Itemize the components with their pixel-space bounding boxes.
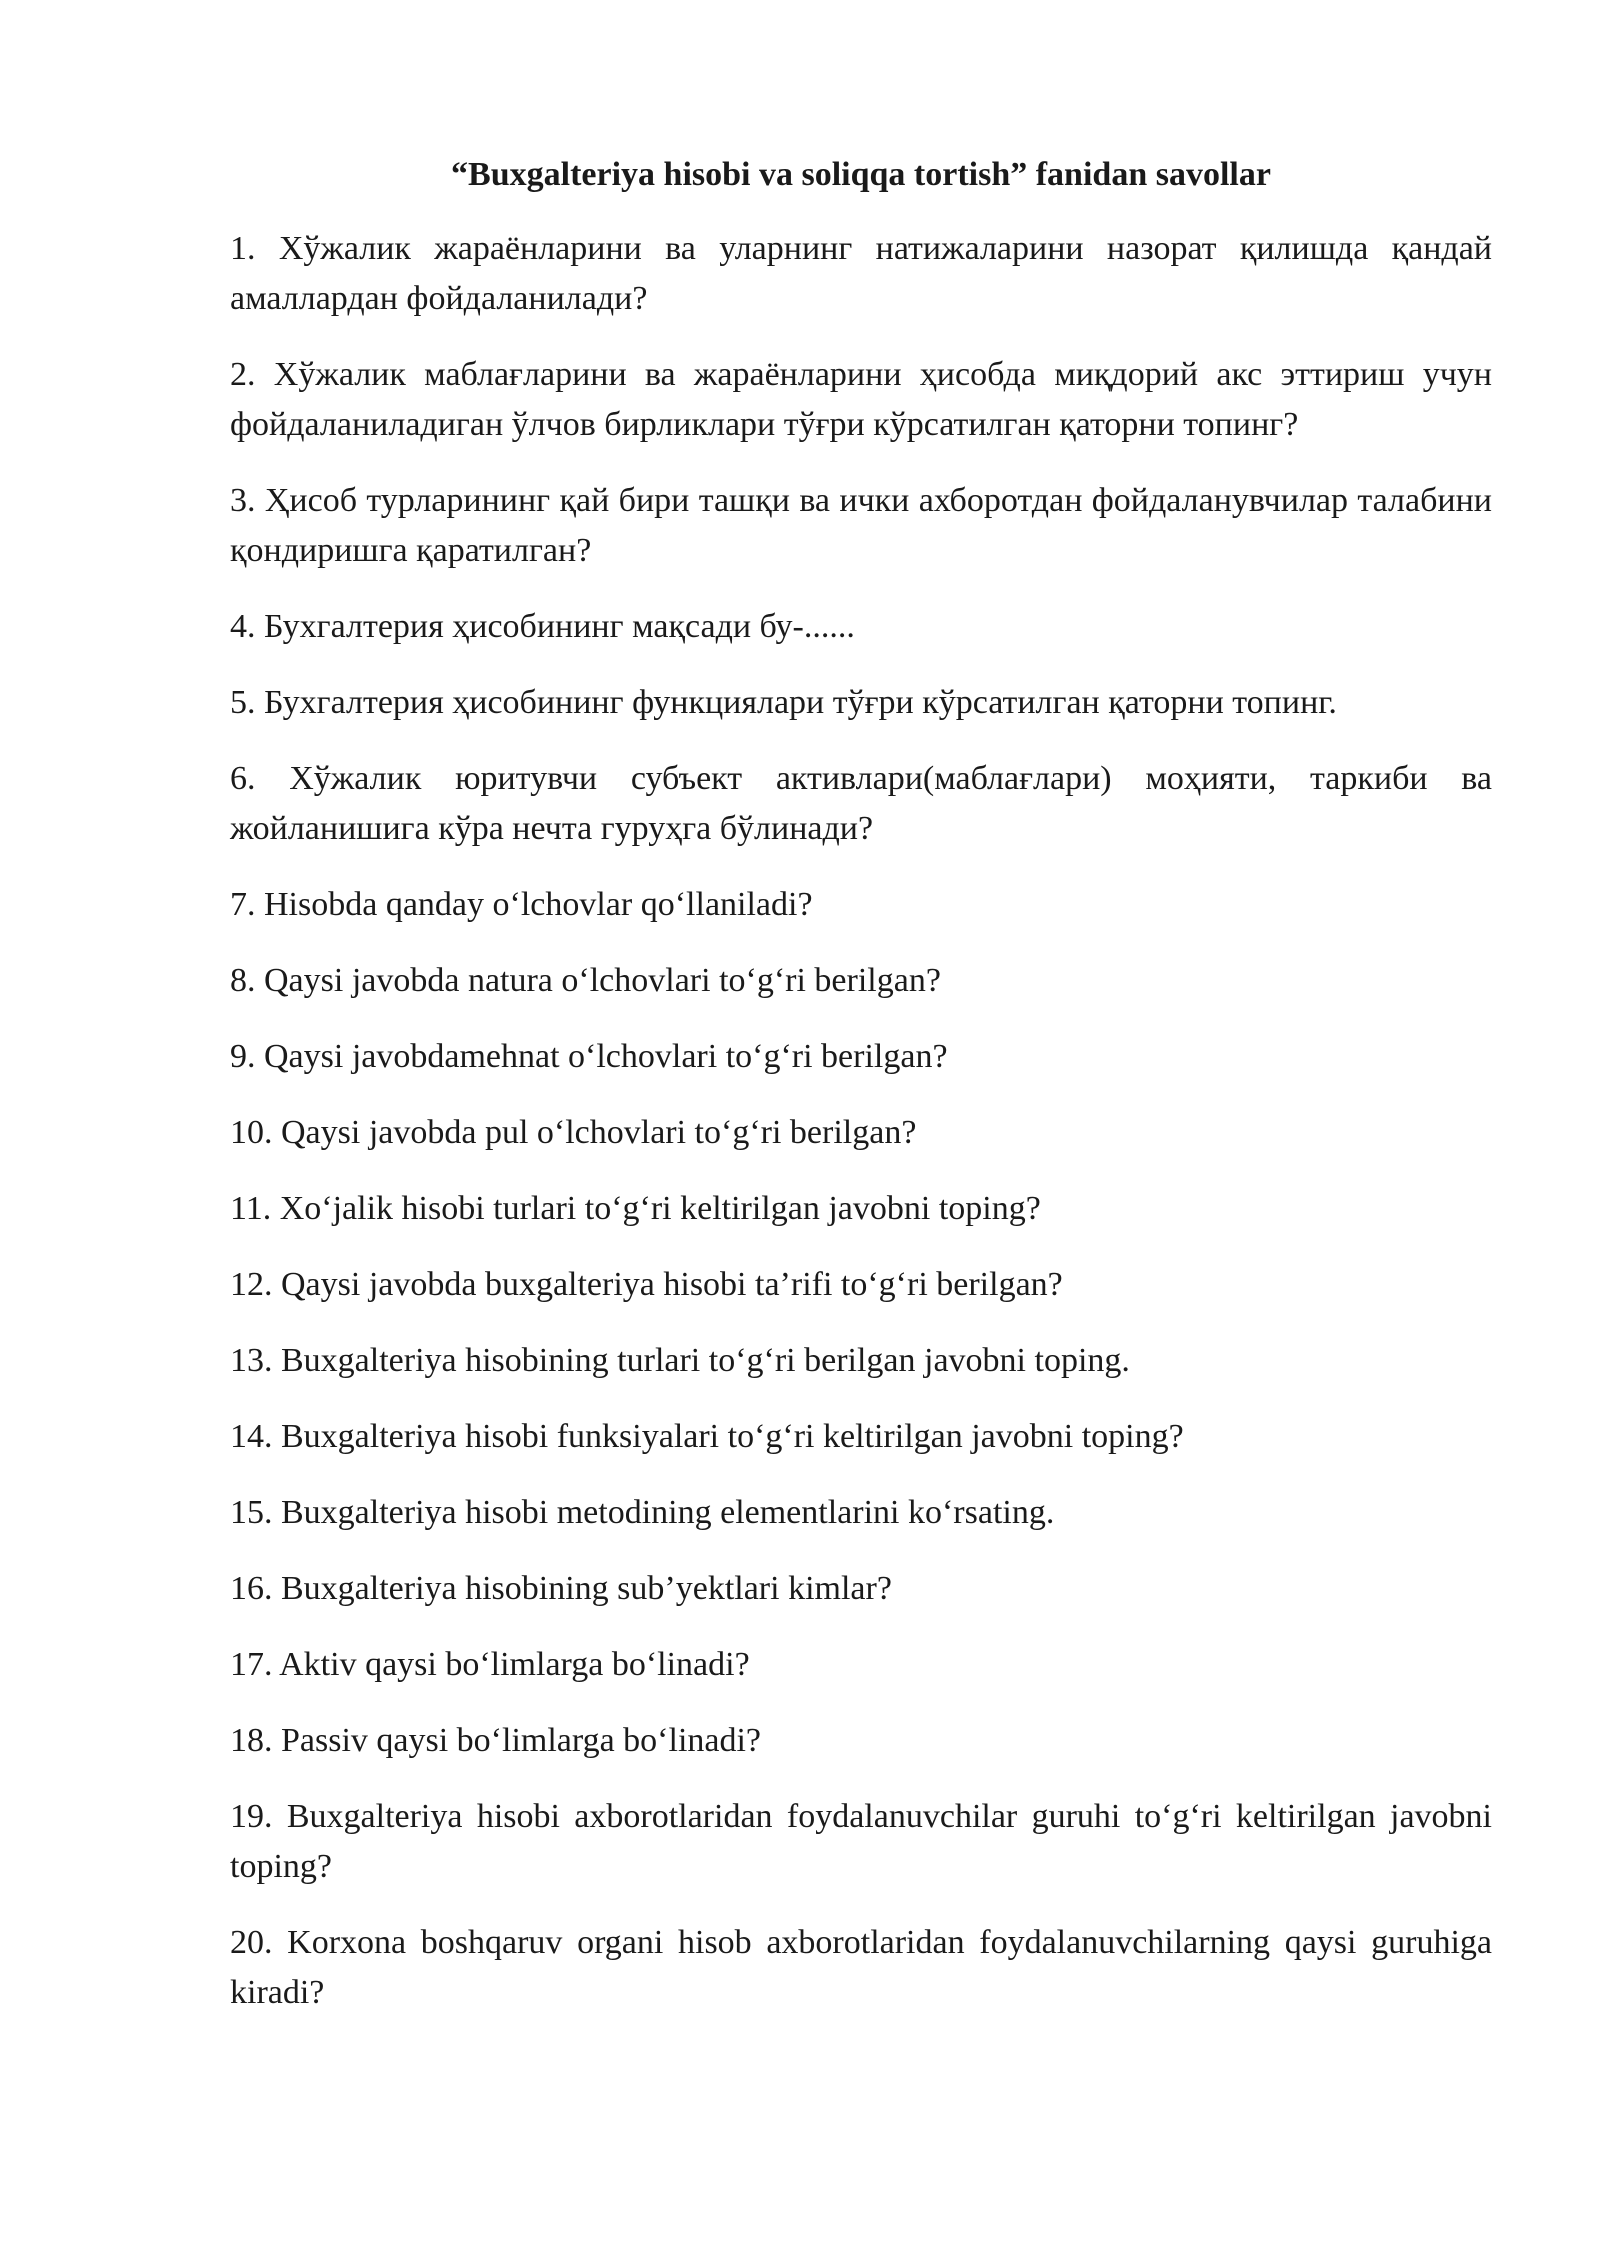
question-item: 20. Korxona boshqaruv organi hisob axborotlaridan foydalanuvchilarning qaysi guruhiga kiradi? (230, 1924, 1492, 2011)
question-item: 16. Buxgalteriya hisobining sub’yektlari kimlar? (230, 1570, 892, 1607)
question-item: 7. Hisobda qanday o‘lchovlar qo‘llaniladi? (230, 886, 813, 923)
question-item: 11. Xo‘jalik hisobi turlari to‘g‘ri keltirilgan javobni toping? (230, 1190, 1041, 1227)
question-item: 1. Хўжалик жараёнларини ва уларнинг натижаларини назорат қилишда қандай амаллардан фойдаланилади? (230, 230, 1492, 317)
question-item: 13. Buxgalteriya hisobining turlari to‘g‘ri berilgan javobni toping. (230, 1342, 1130, 1379)
question-item: 14. Buxgalteriya hisobi funksiyalari to‘g‘ri keltirilgan javobni toping? (230, 1418, 1184, 1455)
question-item: 2. Хўжалик маблағларини ва жараёнларини ҳисобда миқдорий акс эттириш учун фойдаланиладиган ўлчов бирликлари тўғри кўрсатилган қаторни топинг? (230, 356, 1492, 443)
document-content (230, 150, 1492, 2044)
question-item: 4. Бухгалтерия ҳисобининг мақсади бу-...... (230, 608, 855, 645)
question-item: 8. Qaysi javobda natura o‘lchovlari to‘g‘ri berilgan? (230, 962, 941, 999)
question-item: 5. Бухгалтерия ҳисобининг функциялари тўғри кўрсатилган қаторни топинг. (230, 684, 1337, 721)
question-item: 12. Qaysi javobda buxgalteriya hisobi ta’rifi to‘g‘ri berilgan? (230, 1266, 1063, 1303)
question-item: 19. Buxgalteriya hisobi axborotlaridan foydalanuvchilar guruhi to‘g‘ri keltirilgan javobni toping? (230, 1798, 1492, 1885)
question-item: 17. Aktiv qaysi bo‘limlarga bo‘linadi? (230, 1646, 750, 1683)
question-item: 9. Qaysi javobdamehnat o‘lchovlari to‘g‘ri berilgan? (230, 1038, 948, 1075)
question-item: 10. Qaysi javobda pul o‘lchovlari to‘g‘ri berilgan? (230, 1114, 917, 1151)
question-item: 15. Buxgalteriya hisobi metodining elementlarini ko‘rsating. (230, 1494, 1055, 1531)
question-item: 18. Passiv qaysi bo‘limlarga bo‘linadi? (230, 1722, 762, 1759)
question-item: 6. Хўжалик юритувчи субъект активлари(маблағлари) моҳияти, таркиби ва жойланишига кўра нечта гуруҳга бўлинади? (230, 760, 1492, 847)
question-item: 3. Ҳисоб турларининг қай бири ташқи ва ички ахборотдан фойдаланувчилар талабини қондиришга қаратилган? (230, 482, 1492, 569)
document-title: “Buxgalteriya hisobi va soliqqa tortish” fanidan savollar (451, 156, 1271, 193)
